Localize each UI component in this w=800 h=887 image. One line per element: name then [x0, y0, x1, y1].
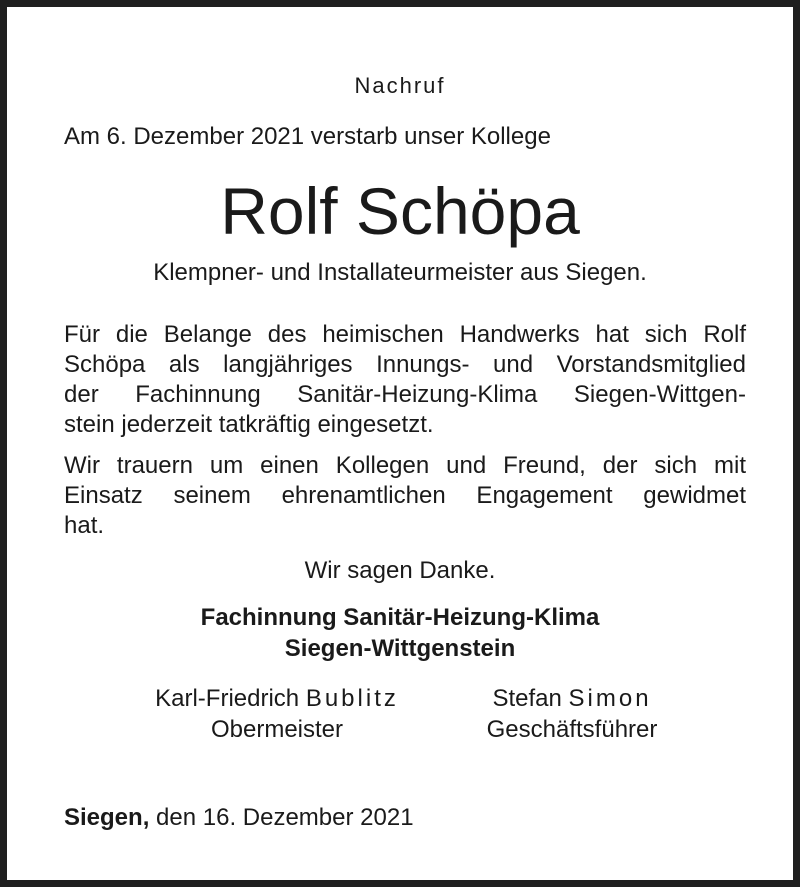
paragraph-line: Schöpa als langjähriges Innungs- und Vorstandsmitglied [64, 351, 746, 378]
paragraph-line: stein jederzeit tatkräftig eingesetzt. [64, 411, 434, 438]
signatory-1 [127, 683, 427, 745]
paragraph-line: hat. [64, 512, 105, 539]
tribute-paragraph-1 [64, 320, 746, 440]
notice-heading: Nachruf [354, 73, 446, 98]
signatory-name [447, 683, 697, 714]
footer-date: den 16. Dezember 2021 [156, 804, 414, 831]
signatory-role: Obermeister [210, 716, 344, 743]
footer-place: Siegen, [64, 804, 150, 831]
signatory-first-name: Karl-Friedrich [155, 685, 300, 712]
signatory-last-name: Bublitz [305, 685, 399, 712]
signatory-role: Geschäftsführer [486, 716, 658, 743]
footer-place-date [64, 804, 414, 832]
organization-name: Fachinnung Sanitär-Heizung-Klima [200, 604, 600, 631]
signatory-name [127, 683, 427, 714]
paragraph-line: Für die Belange des heimischen Handwerks hat sich Rolf [64, 321, 746, 348]
tribute-paragraph-2 [64, 451, 746, 541]
deceased-name: Rolf Schöpa [220, 174, 580, 248]
signatory-first-name: Stefan [492, 685, 562, 712]
signatory-last-name: Simon [568, 685, 652, 712]
intro-text: Am 6. Dezember 2021 verstarb unser Kollege [64, 123, 551, 150]
paragraph-line: Einsatz seinem ehrenamtlichen Engagement gewidmet [64, 482, 746, 509]
signatory-2 [447, 683, 697, 745]
organization-region: Siegen-Wittgenstein [284, 635, 516, 662]
paragraph-line: Wir trauern um einen Kollegen und Freund, der sich mit [64, 452, 746, 479]
thanks-text: Wir sagen Danke. [304, 557, 496, 584]
profession-text: Klempner- und Installateurmeister aus Siegen. [153, 259, 647, 286]
paragraph-line: der Fachinnung Sanitär-Heizung-Klima Siegen-Wittgen- [64, 381, 746, 408]
